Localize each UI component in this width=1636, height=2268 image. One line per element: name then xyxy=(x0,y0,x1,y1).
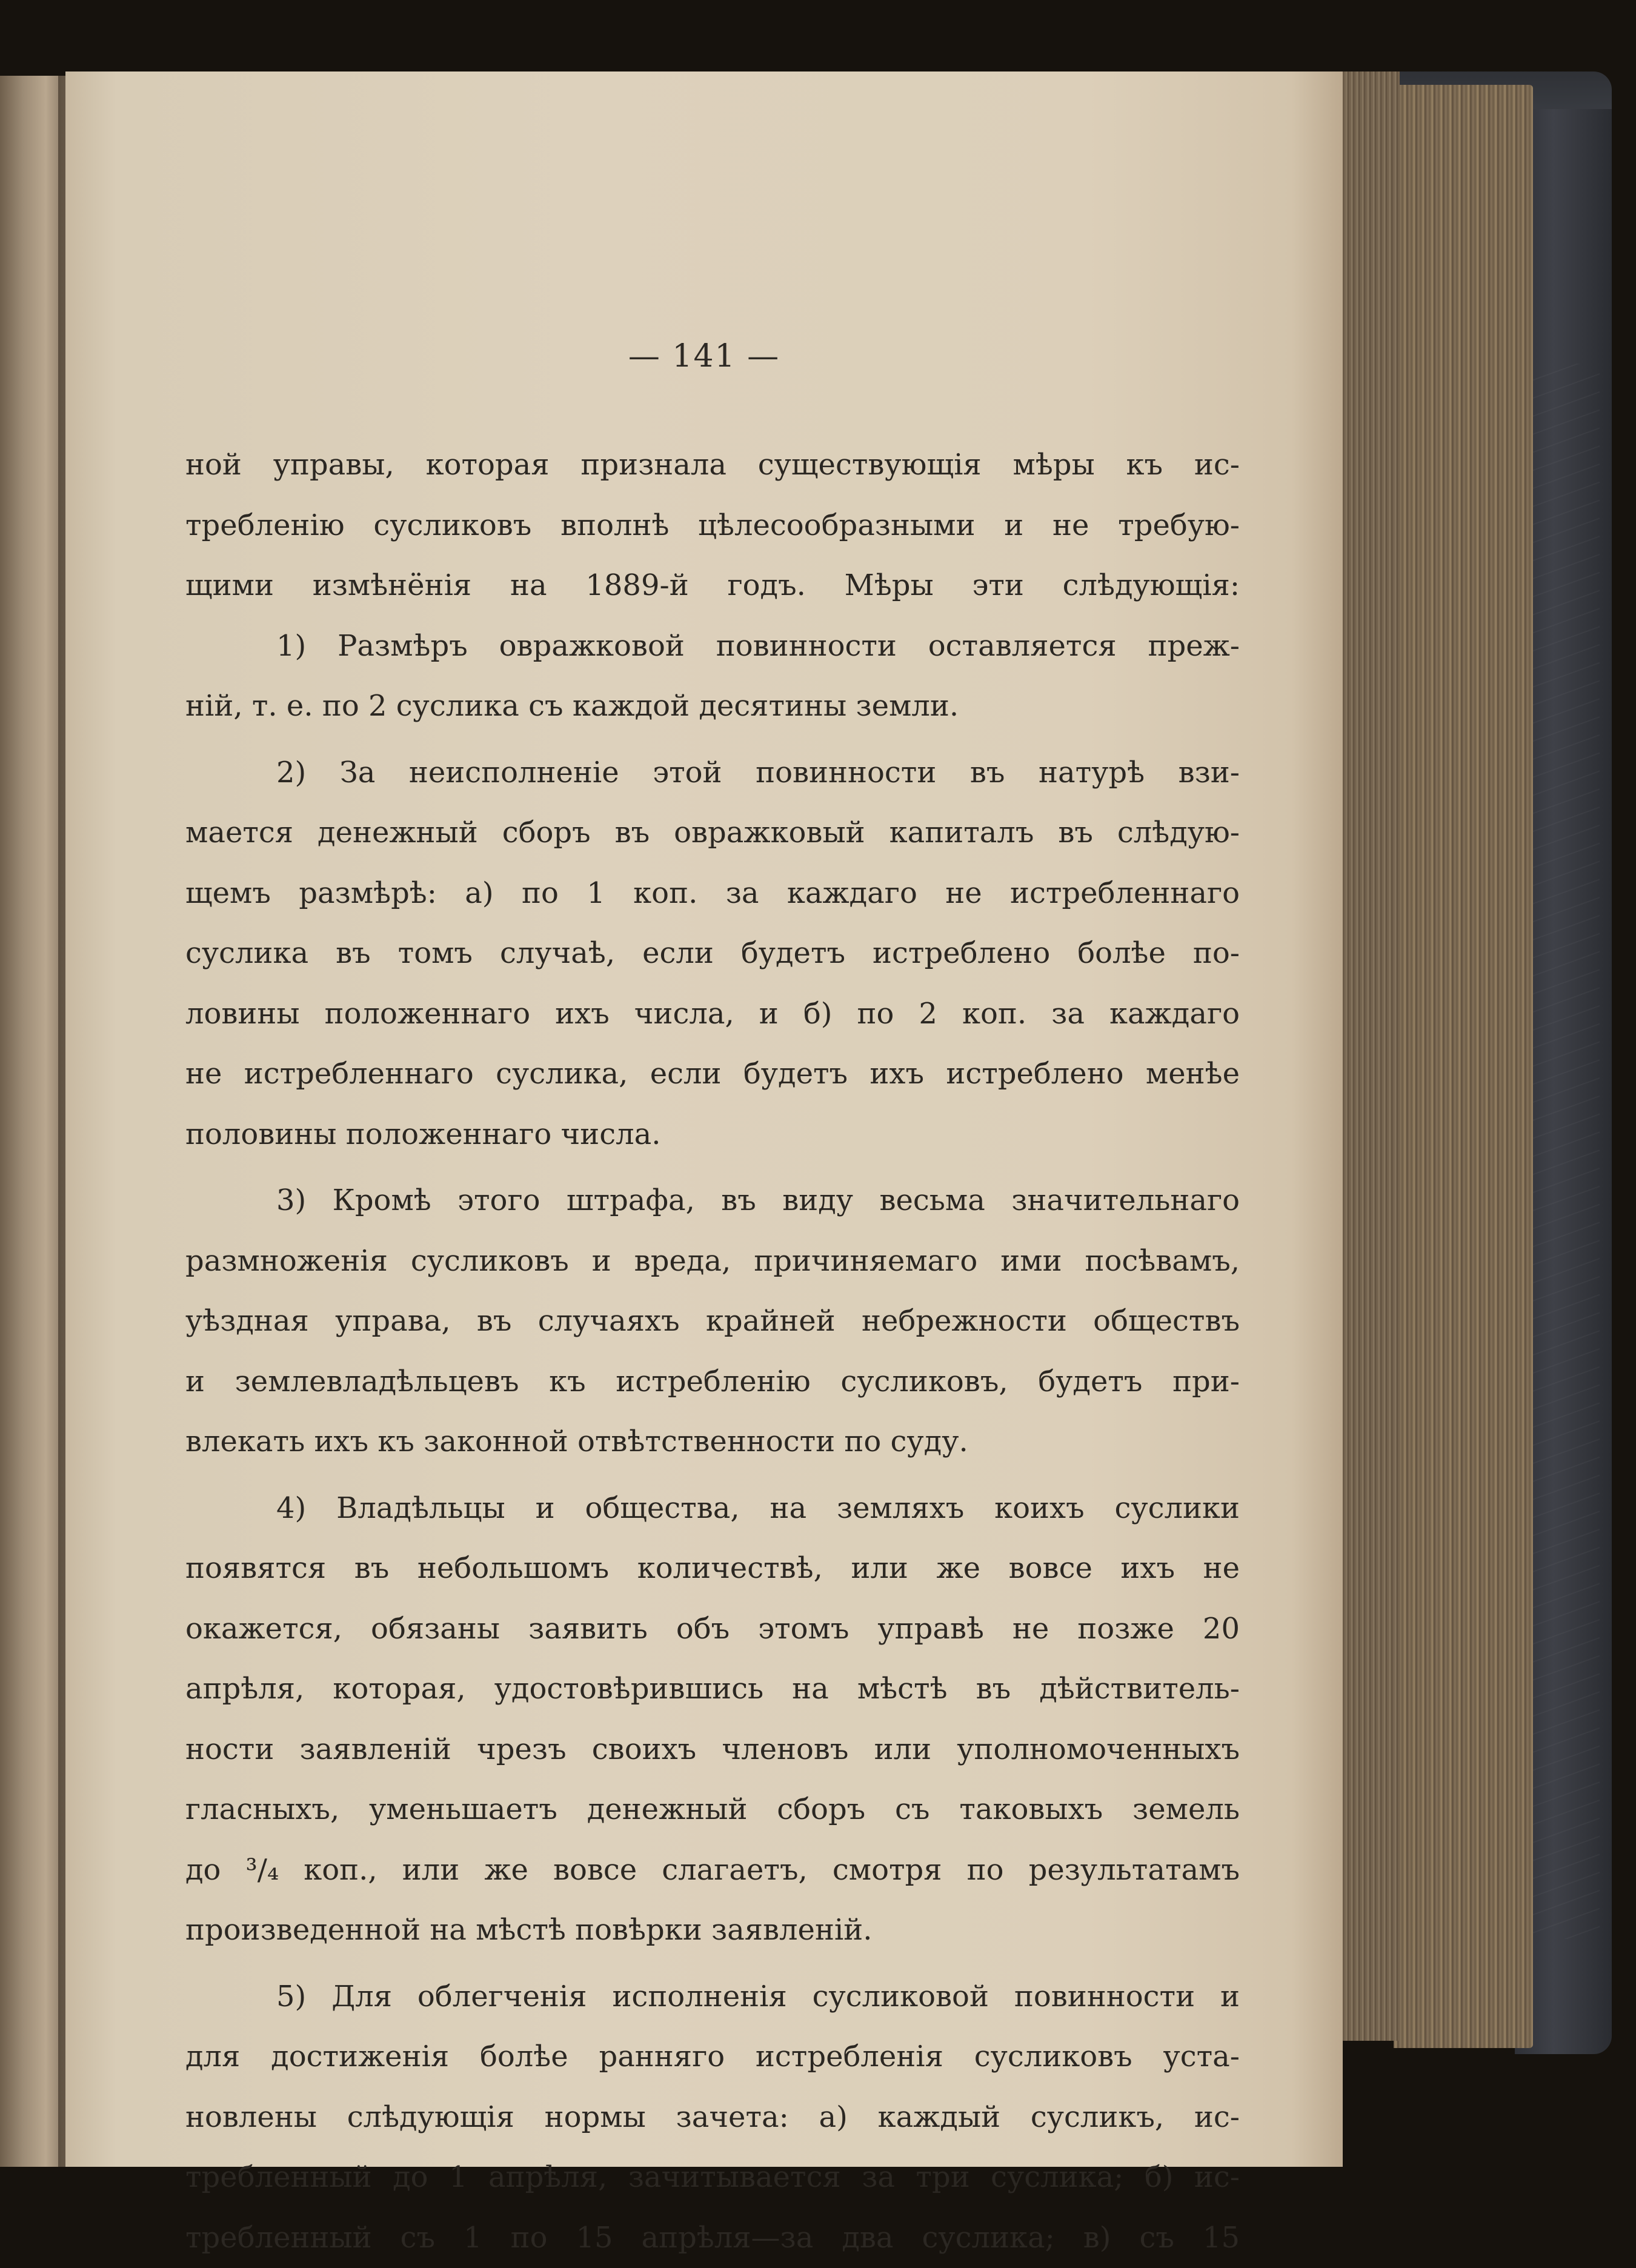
text-line: 4) Владѣльцы и общества, на земляхъ коихъ суслики xyxy=(185,1478,1240,1539)
text-line: требленію сусликовъ вполнѣ цѣлесообразными и не требую- xyxy=(185,496,1240,556)
text-line: и землевладѣльцевъ къ истребленію сусликовъ, будетъ при- xyxy=(185,1352,1240,1412)
text-line: 2) За неисполненіе этой повинности въ натурѣ взи- xyxy=(185,743,1240,803)
text-line: требленный съ 1 по 15 апрѣля—за два суслика; в) съ 15 xyxy=(185,2208,1240,2268)
page-block-edge xyxy=(1394,85,1533,2048)
text-line: появятся въ небольшомъ количествѣ, или же вовсе ихъ не xyxy=(185,1538,1240,1599)
text-line: окажется, обязаны заявить объ этомъ управѣ не позже 20 xyxy=(185,1599,1240,1660)
text-line: половины положеннаго числа. xyxy=(185,1105,1240,1165)
text-line: суслика въ томъ случаѣ, если будетъ истреблено болѣе по- xyxy=(185,923,1240,984)
text-line: не истребленнаго суслика, если будетъ ихъ истреблено менѣе xyxy=(185,1044,1240,1105)
cover-texture xyxy=(1527,364,1600,1939)
text-line: требленный до 1 апрѣля, зачитывается за три суслика; б) ис- xyxy=(185,2147,1240,2208)
text-line: новлены слѣдующія нормы зачета: а) каждый сусликъ, ис- xyxy=(185,2087,1240,2148)
text-line: для достиженія болѣе ранняго истребленія сусликовъ уста- xyxy=(185,2027,1240,2087)
text-line: щими измѣнёнія на 1889-й годъ. Мѣры эти слѣдующія: xyxy=(185,556,1240,616)
text-line: щемъ размѣрѣ: а) по 1 коп. за каждаго не истребленнаго xyxy=(185,863,1240,924)
text-line: 3) Кромѣ этого штрафа, въ виду весьма значительнаго xyxy=(185,1171,1240,1231)
text-line: ловины положеннаго ихъ числа, и б) по 2 коп. за каждаго xyxy=(185,984,1240,1045)
text-line: 1) Размѣръ овражковой повинности оставляется преж- xyxy=(185,616,1240,677)
page-number: — 141 — xyxy=(65,338,1343,374)
text-line: влекать ихъ къ законной отвѣтственности по суду. xyxy=(185,1412,1240,1472)
text-line: ной управы, которая признала существующія мѣры къ ис- xyxy=(185,435,1240,496)
page-stack xyxy=(1339,71,1400,2041)
page-body xyxy=(185,435,1240,2268)
text-line: произведенной на мѣстѣ повѣрки заявленій. xyxy=(185,1900,1240,1961)
text-line: 5) Для облегченія исполненія сусликовой повинности и xyxy=(185,1967,1240,2027)
text-line: уѣздная управа, въ случаяхъ крайней небрежности обществъ xyxy=(185,1291,1240,1352)
text-line: до ³/₄ коп., или же вовсе слагаетъ, смотря по результатамъ xyxy=(185,1840,1240,1901)
text-line: мается денежный сборъ въ овражковый капиталъ въ слѣдую- xyxy=(185,803,1240,863)
text-line: гласныхъ, уменьшаетъ денежный сборъ съ таковыхъ земель xyxy=(185,1780,1240,1840)
book-page xyxy=(65,71,1343,2167)
text-line: размноженія сусликовъ и вреда, причиняемаго ими посѣвамъ, xyxy=(185,1231,1240,1292)
previous-page-edge xyxy=(0,76,65,2167)
text-line: ній, т. е. по 2 суслика съ каждой десятины земли. xyxy=(185,676,1240,737)
text-line: апрѣля, которая, удостовѣрившись на мѣстѣ въ дѣйствитель- xyxy=(185,1659,1240,1720)
text-line: ности заявленій чрезъ своихъ членовъ или уполномоченныхъ xyxy=(185,1720,1240,1780)
